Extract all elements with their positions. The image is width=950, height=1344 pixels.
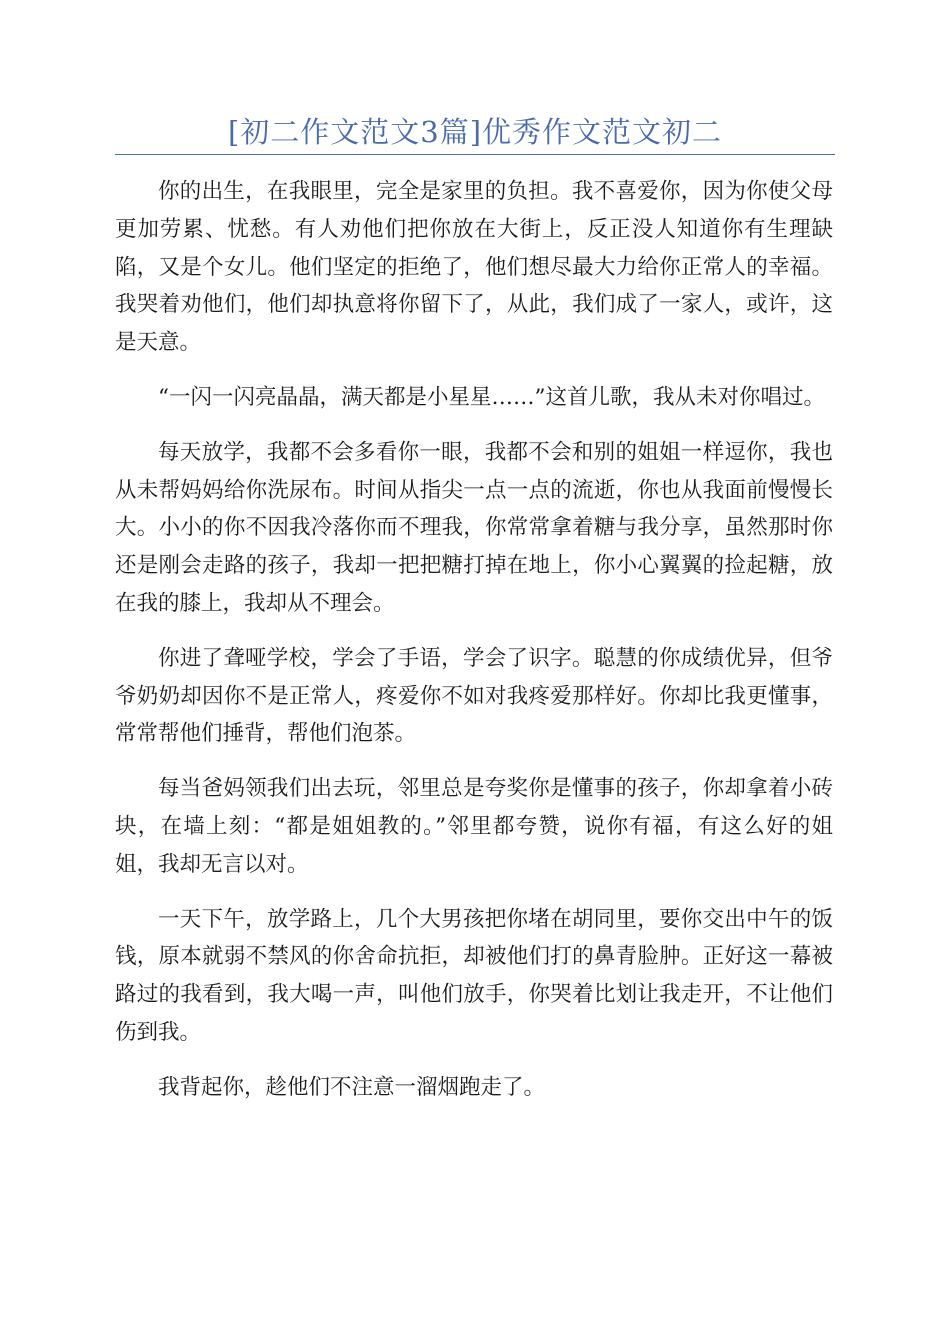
paragraph: 每天放学，我都不会多看你一眼，我都不会和别的姐姐一样逗你，我也从未帮妈妈给你洗尿布。时间从指尖一点一点的流逝，你也从我面前慢慢长大。小小的你不因我冷落你而不理我，你常常拿着糖与我分享，虽然那时你还是刚会走路的孩子，我却一把把糖打掉在地上，你小心翼翼的捡起糖，放在我的膝上，我却从不理会。	[115, 439, 833, 616]
document-title: [初二作文范文3篇]优秀作文范文初二	[227, 115, 723, 149]
paragraph: 你的出生，在我眼里，完全是家里的负担。我不喜爱你，因为你使父母更加劳累、忧愁。有人劝他们把你放在大街上，反正没人知道你有生理缺陷，又是个女儿。他们坚定的拒绝了，他们想尽最大力给你正常人的幸福。我哭着劝他们，他们却执意将你留下了，从此，我们成了一家人，或许，这是天意。	[115, 179, 833, 356]
paragraph: 一天下午，放学路上，几个大男孩把你堵在胡同里，要你交出中午的饭钱，原本就弱不禁风的你舍命抗拒，却被他们打的鼻青脸肿。正好这一幕被路过的我看到，我大喝一声，叫他们放手，你哭着比划让我走开，不让他们伤到我。	[115, 906, 833, 1045]
paragraph: 我背起你，趁他们不注意一溜烟跑走了。	[158, 1074, 546, 1100]
paragraph: 每当爸妈领我们出去玩，邻里总是夸奖你是懂事的孩子，你却拿着小砖块，在墙上刻：“都是姐姐教的。”邻里都夸赞，说你有福，有这么好的姐姐，我却无言以对。	[115, 776, 833, 877]
title-underline	[115, 154, 835, 155]
document-body	[115, 173, 833, 1124]
paragraph: “一闪一闪亮晶晶，满天都是小星星……”这首儿歌，我从未对你唱过。	[158, 384, 825, 410]
paragraph: 你进了聋哑学校，学会了手语，学会了识字。聪慧的你成绩优异，但爷爷奶奶却因你不是正常人，疼爱你不如对我疼爱那样好。你却比我更懂事，常常帮他们捶背，帮他们泡茶。	[115, 645, 833, 747]
